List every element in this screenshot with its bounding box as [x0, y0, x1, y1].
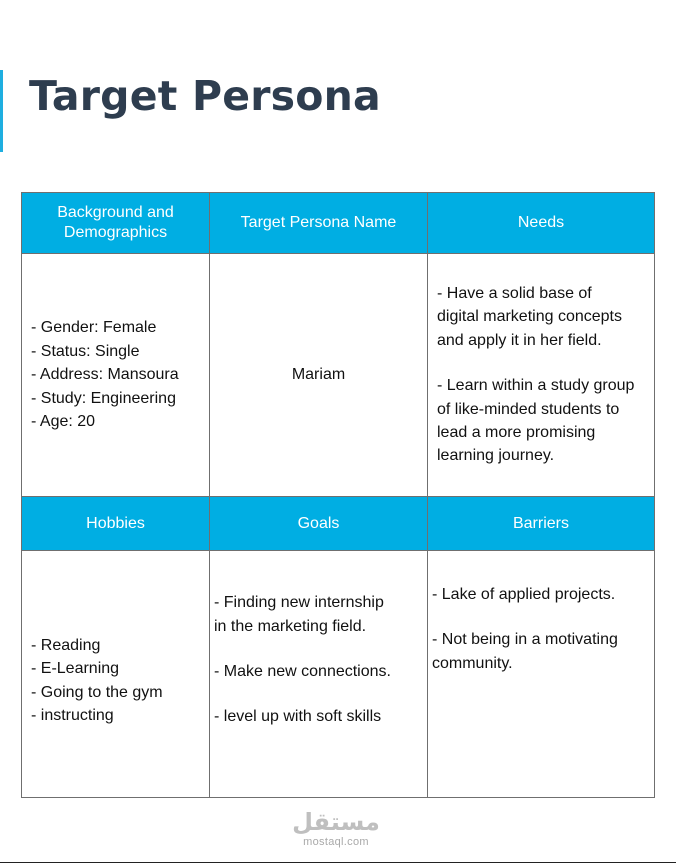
paragraph-gap	[432, 606, 648, 628]
persona-name-cell	[210, 254, 428, 497]
needs-list	[437, 254, 648, 468]
goals-cell	[210, 551, 428, 798]
paragraph-gap	[214, 683, 421, 705]
list-item: lead a more promising	[437, 424, 596, 442]
list-item: - Status: Single	[31, 342, 140, 360]
header-barriers: Barriers	[428, 497, 655, 551]
mostaql-watermark	[290, 808, 382, 848]
hobbies-cell	[22, 551, 210, 798]
list-item: - Lake of applied projects.	[432, 585, 616, 603]
list-item: - Learn within a study group	[437, 377, 635, 395]
header-needs: Needs	[428, 193, 655, 254]
list-item: - Make new connections.	[214, 663, 391, 680]
paragraph-gap	[437, 352, 648, 374]
paragraph-gap	[214, 638, 421, 660]
table-header-row	[22, 497, 655, 551]
list-item: - Have a solid base of	[437, 285, 592, 302]
page-title: Target Persona	[29, 72, 381, 120]
background-cell	[22, 254, 210, 497]
list-item: - instructing	[31, 706, 114, 724]
list-item: - Finding new internship	[214, 594, 384, 612]
list-item: - E-Learning	[31, 660, 120, 678]
list-item: - Gender: Female	[31, 319, 157, 337]
background-list	[31, 316, 203, 433]
table-header-row	[22, 193, 655, 254]
hobbies-list	[31, 621, 203, 728]
list-item: - Reading	[31, 636, 101, 654]
header-goals: Goals	[210, 497, 428, 551]
list-item: and apply it in her field.	[437, 331, 602, 349]
persona-table	[21, 192, 655, 798]
list-item: - level up with soft skills	[214, 708, 382, 726]
header-background-demographics	[22, 193, 210, 254]
table-row	[22, 551, 655, 798]
title-accent-bar	[0, 70, 3, 152]
watermark-site: mostaql.com	[303, 836, 369, 848]
list-item: - Not being in a motivating	[432, 631, 618, 649]
list-item: digital marketing concepts	[437, 308, 622, 326]
barriers-cell	[428, 551, 655, 798]
header-target-persona-name: Target Persona Name	[210, 193, 428, 254]
header-hobbies: Hobbies	[22, 497, 210, 551]
list-item: learning journey.	[437, 447, 555, 465]
barriers-list	[432, 583, 648, 765]
persona-name: Mariam	[291, 366, 346, 384]
list-item: community.	[432, 654, 513, 672]
list-item: - Study: Engineering	[31, 389, 176, 407]
list-item: in the marketing field.	[214, 617, 367, 635]
list-item: - Address: Mansoura	[31, 366, 179, 384]
page-bottom-rule	[0, 862, 676, 863]
header-label: Background and Demographics	[57, 204, 174, 241]
goals-list	[214, 591, 421, 757]
list-item: - Going to the gym	[31, 683, 163, 701]
table-row	[22, 254, 655, 497]
list-item: of like-minded students to	[437, 400, 620, 418]
watermark-logo: مستقل	[292, 808, 380, 836]
needs-cell	[428, 254, 655, 497]
list-item: - Age: 20	[31, 413, 96, 431]
